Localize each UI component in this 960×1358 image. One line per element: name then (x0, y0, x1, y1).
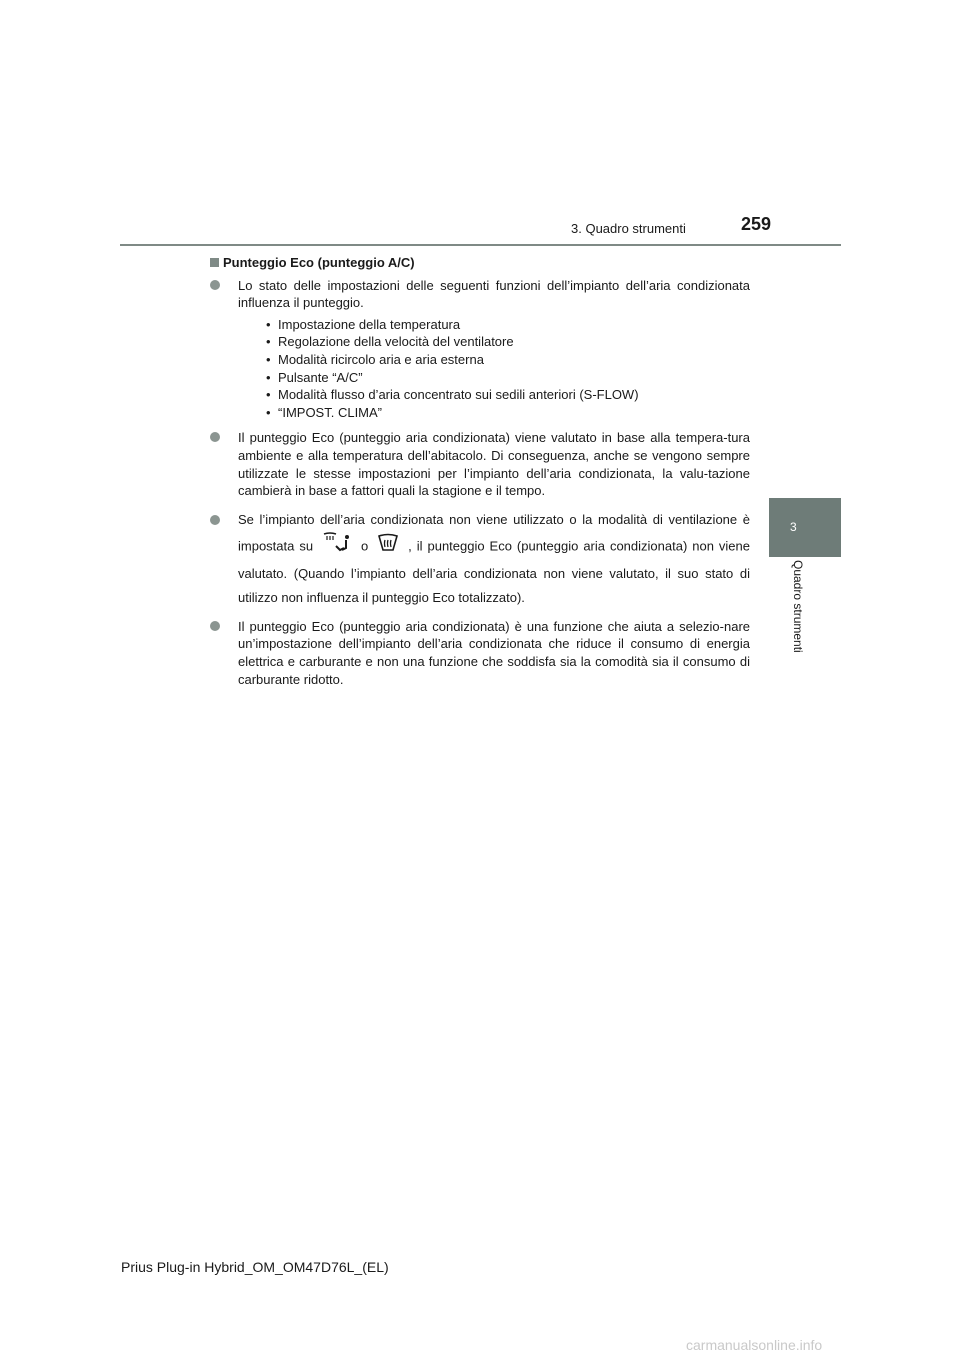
page-number: 259 (741, 214, 772, 234)
list-item (210, 277, 750, 422)
circle-bullet-icon (210, 280, 220, 290)
chapter-title: 3. Quadro strumenti (571, 221, 686, 236)
chapter-tab (769, 498, 841, 557)
sublist-item: • Modalità ricircolo aria e aria esterna (266, 351, 750, 369)
chapter-tab-label: Quadro strumenti (791, 560, 805, 653)
sublist-item: • Impostazione della temperatura (266, 316, 750, 334)
section-heading (210, 254, 750, 272)
sublist-item: • Regolazione della velocità del ventilatore (266, 333, 750, 351)
sublist-item: • “IMPOST. CLIMA” (266, 404, 750, 422)
circle-bullet-icon (210, 515, 220, 525)
sublist-item: • Pulsante “A/C” (266, 369, 750, 387)
circle-bullet-icon (210, 432, 220, 442)
list-item-text: , il punteggio Eco (punteggio aria condizionata) non viene valutato. (Quando l’impianto dell’aria condizionata non viene valutato, il suo stato di utilizzo non influenza il punteggio Eco totalizzato). (238, 538, 750, 605)
square-bullet-icon (210, 258, 219, 267)
header-divider (120, 244, 841, 246)
list-item-text: Se l’impianto dell’aria condizionata non viene utilizzato o la modalità di ventilazione è impostata su (238, 511, 750, 554)
page-content (210, 254, 750, 696)
windshield-defroster-icon (377, 532, 399, 562)
icon-connector-text: o (361, 538, 369, 554)
list-item-text: Il punteggio Eco (punteggio aria condizionata) viene valutato in base alla tempera-tura ambiente e alla temperatura dell’abitacolo. Di conseguenza, anche se vengono sempre utilizzate le stesse impostazioni per l’impianto dell’aria condizionata, la valu-tazione cambierà in base a fattori quali la stagione e il tempo. (238, 430, 750, 499)
sublist-item: • Modalità flusso d’aria concentrato sui sedili anteriori (S-FLOW) (266, 386, 750, 404)
windshield-foot-airflow-icon (322, 532, 352, 562)
list-item-text: Lo stato delle impostazioni delle seguenti funzioni dell’impianto dell’aria condizionata influenza il punteggio. (238, 277, 750, 311)
footer-model-code: Prius Plug-in Hybrid_OM_OM47D76L_(EL) (121, 1259, 389, 1275)
list-item-text: Il punteggio Eco (punteggio aria condizionata) è una funzione che aiuta a selezio-nare un’impostazione dell’impianto dell’aria condizionata che riduce il consumo di energia elettrica e carburante e non una funzione che soddisfa sia la comodità sia il consumo di carburante ridotto. (238, 618, 750, 687)
chapter-tab-number: 3 (790, 520, 797, 534)
list-item (210, 429, 750, 499)
list-item (210, 618, 750, 688)
circle-bullet-icon (210, 621, 220, 631)
section-heading-text: Punteggio Eco (punteggio A/C) (223, 255, 415, 270)
settings-sublist (266, 316, 750, 422)
watermark: carmanualsonline.info (686, 1337, 823, 1353)
list-item (210, 508, 750, 610)
